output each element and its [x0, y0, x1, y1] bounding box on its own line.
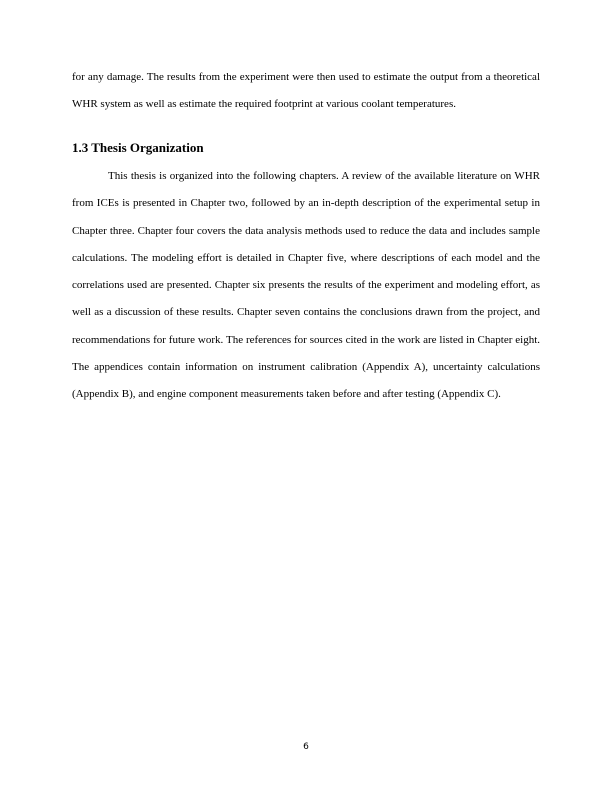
body-paragraph: This thesis is organized into the following chapters. A review of the available literature on WHR from ICEs is presented in Chapter two, followed by an in-depth description of the experimental setup in Chapter three. Chapter four covers the data analysis methods used to reduce the data and includes sample calculations. The modeling effort is detailed in Chapter five, where descriptions of each model and the correlations used are presented. Chapter six presents the results of the experiment and modeling effort, as well as a discussion of these results. Chapter seven contains the conclusions drawn from the project, and recommendations for future work. The references for sources cited in the work are listed in Chapter eight. The appendices contain information on instrument calibration (Appendix A), uncertainty calculations (Appendix B), and engine component measurements taken before and after testing (Appendix C). — [72, 170, 540, 401]
page-number: 6 — [303, 742, 309, 752]
continuation-paragraph: for any damage. The results from the experiment were then used to estimate the output from a theoretical WHR system as well as estimate the required footprint at various coolant temperatures. — [72, 71, 540, 111]
section-heading: 1.3 Thesis Organization — [72, 140, 204, 155]
